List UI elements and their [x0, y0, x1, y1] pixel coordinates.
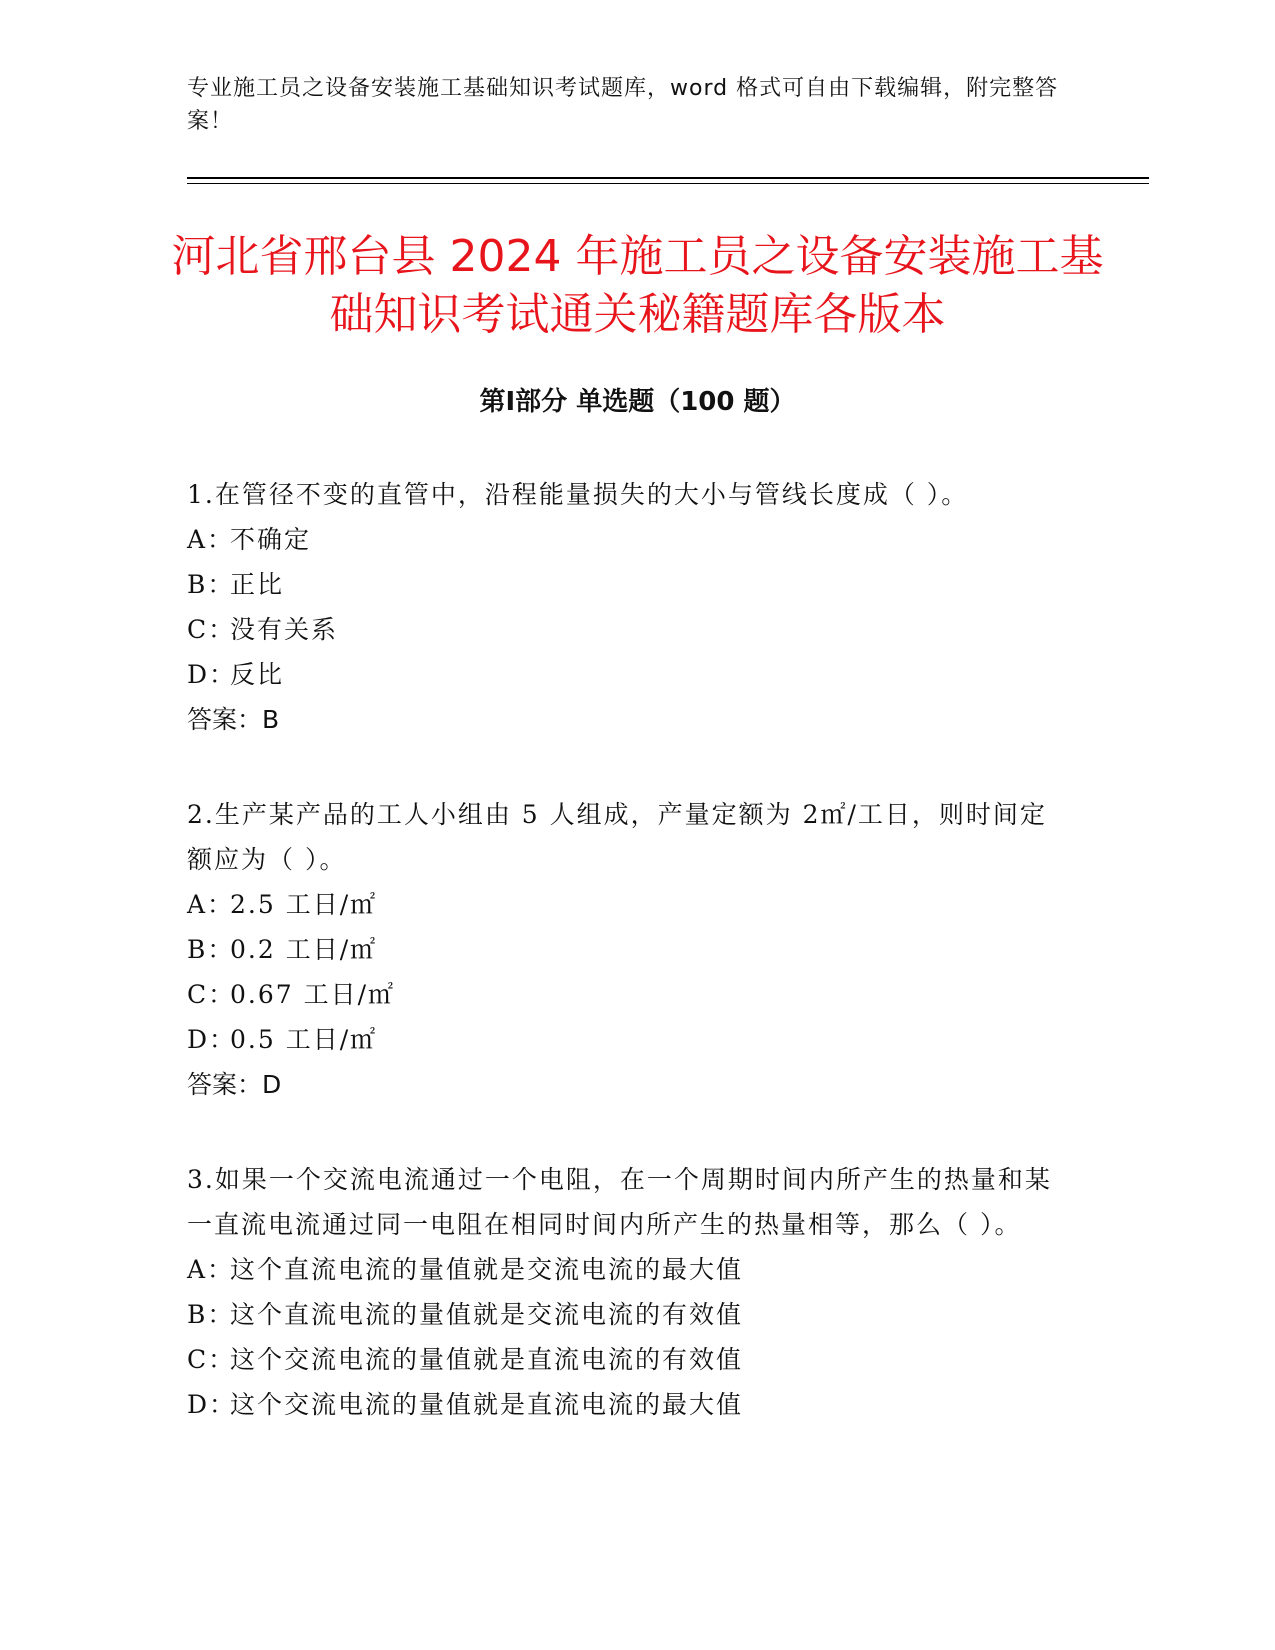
header-rule-thin [187, 183, 1149, 184]
document-title: 河北省邢台县 2024 年施工员之设备安装施工基础知识考试通关秘籍题库各版本 [171, 231, 1104, 340]
answer: 答案：D [187, 1070, 282, 1099]
option-text: 这个直流电流的量值就是交流电流的有效值 [230, 1300, 744, 1329]
question-stem: 2.生产某产品的工人小组由 5 人组成，产量定额为 2㎡/工日，则时间定额应为（ ）。 [187, 800, 1047, 874]
option-text: 反比 [230, 660, 285, 689]
option-text: 没有关系 [230, 615, 339, 644]
option-b [187, 562, 1067, 607]
option-text: 0.2 工日/㎡ [230, 935, 378, 964]
option-a [187, 882, 1067, 927]
option-key: C： [187, 980, 236, 1009]
question-stem: 1.在管径不变的直管中，沿程能量损失的大小与管线长度成（ ）。 [187, 480, 969, 509]
option-text: 这个直流电流的量值就是交流电流的最大值 [230, 1255, 744, 1284]
option-c [187, 972, 1067, 1017]
option-text: 2.5 工日/㎡ [230, 890, 378, 919]
question-1 [187, 472, 1067, 742]
option-key: A： [187, 890, 235, 919]
option-text: 这个交流电流的量值就是直流电流的有效值 [230, 1345, 744, 1374]
header-rule-thick [187, 177, 1149, 179]
option-key: B： [187, 935, 235, 964]
option-a [187, 1247, 1067, 1292]
option-key: B： [187, 570, 235, 599]
option-key: C： [187, 615, 236, 644]
option-text: 不确定 [230, 525, 312, 554]
option-b [187, 1292, 1067, 1337]
option-b [187, 927, 1067, 972]
option-d [187, 1382, 1067, 1427]
header-note: 专业施工员之设备安装施工基础知识考试题库，word 格式可自由下载编辑，附完整答案！ [187, 76, 1059, 134]
option-d [187, 652, 1067, 697]
option-key: D： [187, 660, 237, 689]
option-key: D： [187, 1390, 237, 1419]
option-key: A： [187, 525, 235, 554]
option-a [187, 517, 1067, 562]
option-key: D： [187, 1025, 237, 1054]
question-3 [187, 1157, 1067, 1427]
option-d [187, 1017, 1067, 1062]
answer: 答案：B [187, 705, 280, 734]
option-key: C： [187, 1345, 236, 1374]
option-text: 这个交流电流的量值就是直流电流的最大值 [230, 1390, 744, 1419]
option-c [187, 607, 1067, 652]
option-key: A： [187, 1255, 235, 1284]
option-text: 0.67 工日/㎡ [230, 980, 396, 1009]
option-text: 正比 [230, 570, 285, 599]
section-heading: 第Ⅰ部分 单选题（100 题） [479, 387, 796, 417]
option-text: 0.5 工日/㎡ [230, 1025, 378, 1054]
option-c [187, 1337, 1067, 1382]
question-stem: 3.如果一个交流电流通过一个电阻，在一个周期时间内所产生的热量和某一直流电流通过同一电阻在相同时间内所产生的热量相等，那么（ ）。 [187, 1165, 1052, 1239]
option-key: B： [187, 1300, 235, 1329]
question-list [187, 472, 1067, 1477]
question-2 [187, 792, 1067, 1107]
